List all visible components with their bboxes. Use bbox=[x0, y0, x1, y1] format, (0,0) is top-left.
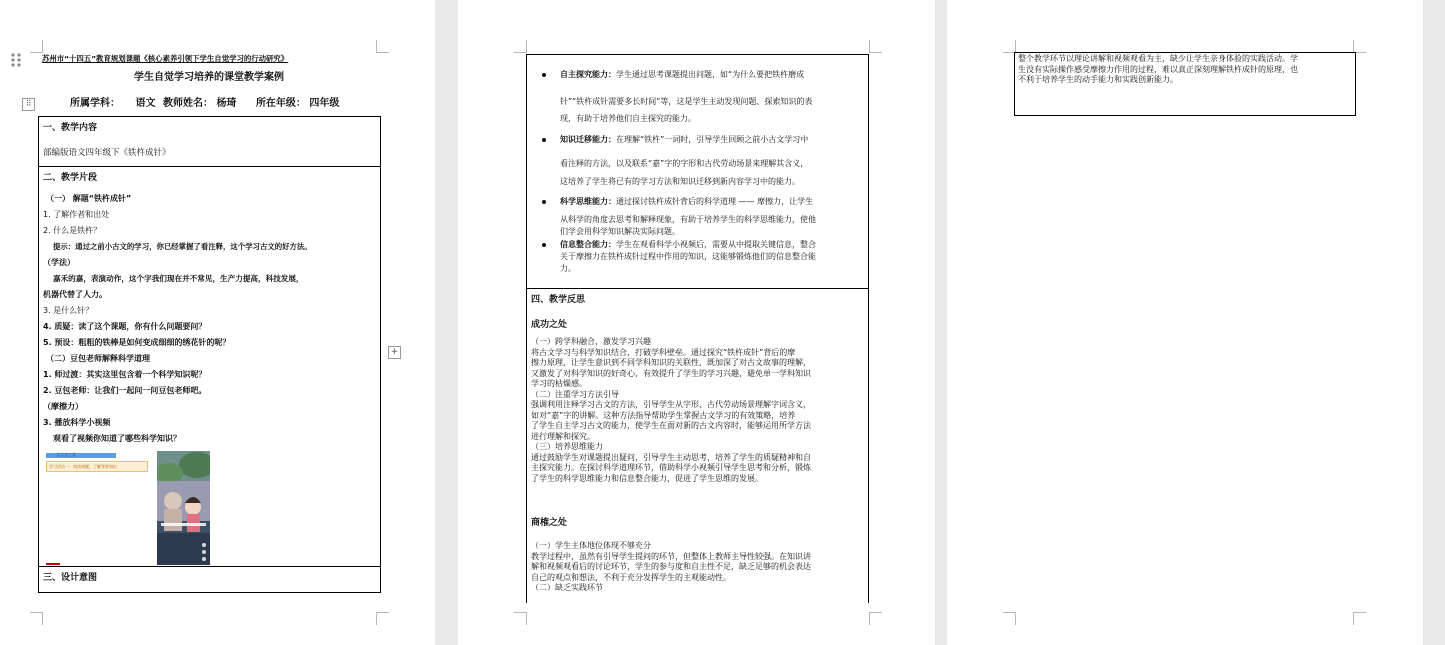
drag-handle-icon[interactable] bbox=[10, 52, 22, 68]
video-frame-image bbox=[157, 451, 210, 565]
bullet-title: 自主探究能力： bbox=[560, 70, 616, 79]
table-divider bbox=[38, 566, 380, 567]
bullet-title: 知识迁移能力： bbox=[560, 135, 616, 144]
crop-mark bbox=[30, 40, 43, 53]
section-4-title: 四、教学反思 bbox=[531, 295, 586, 305]
section-1-text: 部编版语文四年级下《铁杵成针》 bbox=[43, 148, 171, 158]
crop-mark bbox=[1353, 612, 1366, 625]
bullet-dot bbox=[542, 138, 546, 142]
bullet-dot bbox=[542, 200, 546, 204]
table-move-handle[interactable]: ⠿ bbox=[22, 98, 35, 111]
bullet-line: 科学思维能力：通过探讨铁杵成针背后的科学道理 —— 摩擦力，让学生 bbox=[560, 197, 814, 206]
bullet-line: 们学会用科学知识解决实际问题。 bbox=[560, 227, 680, 236]
section-1-title: 一、教学内容 bbox=[43, 123, 98, 133]
fragment-line: 机器代替了人力。 bbox=[43, 290, 107, 299]
grade-value: 四年级 bbox=[309, 98, 340, 109]
bullet-line: 知识迁移能力：在理解“铁杵”一词时，引导学生回顾之前小古文学习中 bbox=[560, 135, 809, 144]
fragment-line: 提示：通过之前小古文的学习，你已经掌握了看注释，这个学习古文的好方法。 bbox=[53, 242, 312, 251]
bullet-dot bbox=[542, 243, 546, 247]
fragment-line: 1. 了解作者和出处 bbox=[43, 210, 110, 219]
teacher-label: 教师姓名： bbox=[162, 98, 213, 109]
bullet-line: 关于摩擦力在铁杵成针过程中作用的知识，这能够锻炼他们的信息整合能 bbox=[560, 252, 816, 261]
bullet-line: 现，有助于培养他们自主探究的能力。 bbox=[560, 114, 696, 123]
slide-tag: 文言文之美 bbox=[56, 452, 76, 457]
bullet-dot bbox=[542, 73, 546, 77]
crop-mark bbox=[376, 612, 389, 625]
fragment-line: 4. 质疑：读了这个课题，你有什么问题要问？ bbox=[43, 322, 207, 331]
section-3-title: 三、设计意图 bbox=[43, 573, 98, 583]
fragment-line: 观看了视频你知道了哪些科学知识？ bbox=[53, 434, 181, 443]
fragment-line: 嘉禾的嘉，表演动作，这个字我们现在并不常见，生产力提高，科技发展， bbox=[53, 274, 304, 283]
page-title: 学生自觉学习培养的课堂教学案例 bbox=[134, 72, 284, 83]
bullet-line: 看注释的方法，以及联系“嘉”字的字形和古代劳动场景来理解其含义， bbox=[560, 159, 809, 168]
fragment-line: 3. 播放科学小视频 bbox=[43, 418, 111, 427]
fragment-line: 2. 豆包老师：让我们一起问一问豆包老师吧。 bbox=[43, 386, 207, 395]
teacher-value: 杨琦 bbox=[216, 98, 237, 109]
info-row bbox=[70, 97, 339, 111]
table-divider bbox=[38, 166, 380, 167]
subject-label: 所属学科： bbox=[70, 98, 120, 109]
fragment-line: 3. 是什么针？ bbox=[43, 306, 94, 315]
crop-mark bbox=[514, 612, 527, 625]
subject-value: 语文 bbox=[135, 98, 156, 109]
document-page-3 bbox=[947, 0, 1423, 645]
crop-mark bbox=[376, 40, 389, 53]
fragment-line: （一） 解题“铁杵成针” bbox=[46, 194, 132, 203]
document-page-1 bbox=[0, 0, 435, 645]
section-2-title: 二、教学片段 bbox=[43, 173, 98, 183]
fragment-line: 2. 什么是铁杵？ bbox=[43, 226, 102, 235]
crop-mark bbox=[1003, 612, 1016, 625]
grade-label: 所在年级： bbox=[255, 98, 306, 109]
fragment-line: （二）豆包老师解释科学道理 bbox=[46, 354, 150, 363]
crop-mark bbox=[869, 40, 882, 53]
fragment-line: （学法） bbox=[43, 258, 75, 267]
shortcoming-heading: 商榷之处 bbox=[531, 518, 568, 528]
red-underline bbox=[46, 563, 60, 565]
fragment-line: 5. 预设：粗粗的铁棒是如何变成细细的绣花针的呢？ bbox=[43, 338, 231, 347]
bullet-line: 自主探究能力：学生通过思考课题提出问题，如“为什么要把铁杵磨成 bbox=[560, 70, 805, 79]
shortcoming-body: （一）学生主体地位体现不够充分 教学过程中，虽然有引导学生提问的环节，但整体上教师主导性较强。在知识讲 解和视频观看后的讨论环节，学生的参与度和自主性不足，缺乏足够的机会表达 自己的观点和想法，不利于充分发挥学生的主观能动性。 （二）缺乏实践环节 bbox=[531, 541, 811, 592]
document-page-2 bbox=[458, 0, 935, 645]
bullet-line: 针”“铁杵成针需要多长时间”等，这是学生主动发现问题、探索知识的表 bbox=[560, 97, 813, 106]
success-heading: 成功之处 bbox=[531, 320, 568, 330]
bullet-title: 信息整合能力： bbox=[560, 240, 616, 249]
fragment-line: 1. 师过渡：其实这里包含着一个科学知识呢？ bbox=[43, 370, 207, 379]
add-row-button[interactable]: + bbox=[388, 346, 401, 359]
crop-mark bbox=[869, 612, 882, 625]
practice-paragraph: 整个教学环节以理论讲解和视频观看为主，缺少让学生亲身体验的实践活动。学 生没有实际操作感受摩擦力作用的过程，难以真正深刻理解铁杵成针的原理，也 不利于培养学生的动手能力和实践创新能力。 bbox=[1018, 54, 1298, 84]
success-body: （一）跨学科融合，激发学习兴趣 将古文学习与科学知识结合，打破学科壁垒。通过探究“铁杵成针”背后的摩 擦力原理，让学生意识到不同学科知识的关联性，既加深了对古文故事的理解， 又激发了对科学知识的好奇心，有效提升了学生的学习兴趣，避免单一学科知识 学习的枯燥感。 （二）注重学习方法引导 强调利用注释学习古文的方法，引导学生从字形、古代劳动场景理解字词含义， 如对“嘉”字的讲解。这种方法指导帮助学生掌握古文学习的有效策略，培养 了学生自主学习古文的能力，使学生在面对新的古文内容时，能够运用所学方法 进行理解和探究。 （三）培养思维能力 通过鼓励学生对课题提出疑问，引导学生主动思考，培养了学生的质疑精神和自 主探究能力。在探讨科学道理环节，借助科学小视频引导学生思考和分析，锻炼 了学生的科学思维能力和信息整合能力，促进了学生思维的发展。 bbox=[531, 337, 811, 483]
bullet-line: 力。 bbox=[560, 264, 576, 273]
fragment-line: （摩擦力） bbox=[43, 402, 83, 411]
video-slide-image bbox=[44, 451, 152, 565]
research-header: 苏州市“十四五”教育规划课题《核心素养引领下学生自觉学习的行动研究》 bbox=[42, 54, 289, 63]
bullet-line: 这培养了学生将已有的学习方法和知识迁移到新内容学习中的能力。 bbox=[560, 177, 800, 186]
bullet-line: 从科学的角度去思考和解释现象，有助于培养学生的科学思维能力，使他 bbox=[560, 215, 816, 224]
table-divider bbox=[526, 288, 868, 289]
crop-mark bbox=[514, 40, 527, 53]
slide-caption: 学习活动一：初读课题，了解背景知识 bbox=[46, 461, 148, 472]
crop-mark bbox=[30, 612, 43, 625]
bullet-title: 科学思维能力： bbox=[560, 197, 616, 206]
bullet-line: 信息整合能力：学生在观看科学小视频后，需要从中提取关键信息，整合 bbox=[560, 240, 816, 249]
